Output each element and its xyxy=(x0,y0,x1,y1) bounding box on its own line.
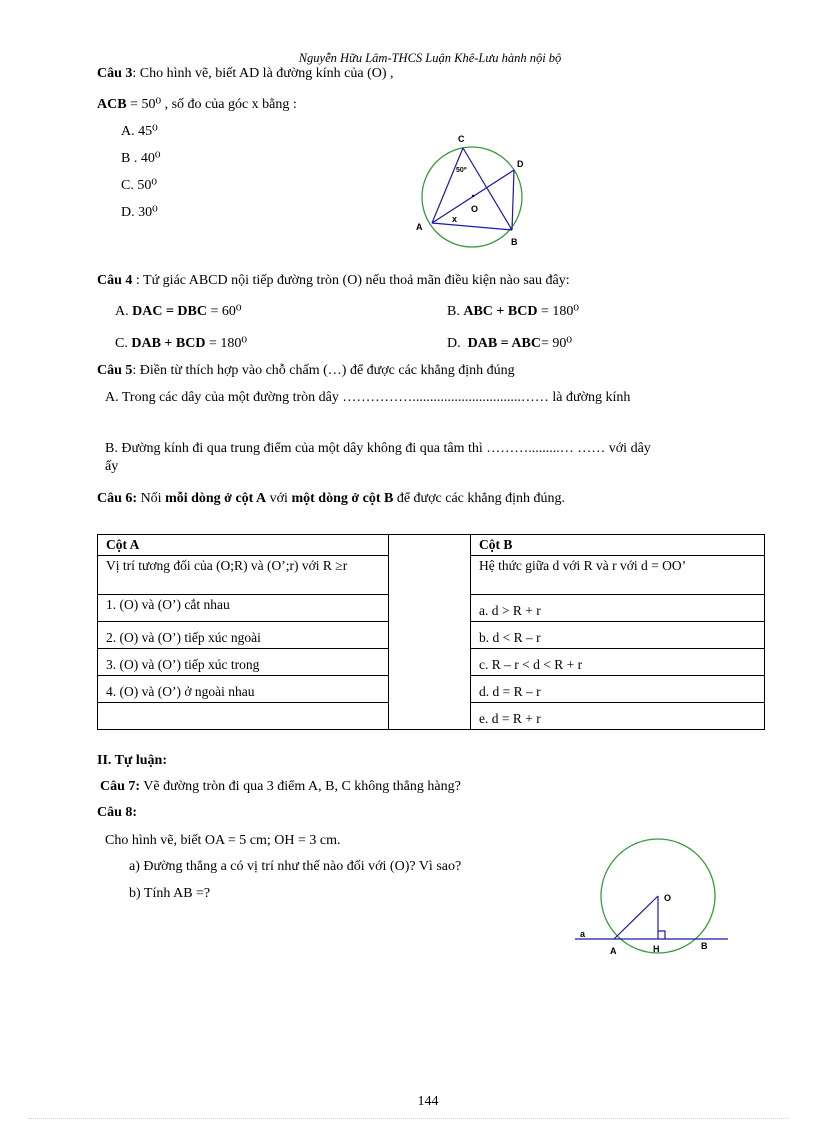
q5-statement-b-line1: B. Đường kính đi qua trung điểm của một dây không đi qua tâm thì ……….........… …… với dây xyxy=(105,441,651,456)
question-5-label: Câu 5 xyxy=(97,363,133,378)
label-50: 50⁰ xyxy=(456,167,467,174)
middle-column xyxy=(389,535,471,730)
label-h: H xyxy=(653,944,660,954)
footer-divider xyxy=(28,1118,788,1119)
q4-option-a: A. DAC = DBC = 60⁰ xyxy=(115,304,242,319)
q5-statement-b-line2: ấy xyxy=(105,459,119,474)
question-5-body: : Điền từ thích hợp vào chỗ chấm (…) để được các khẳng định đúng xyxy=(132,363,515,378)
question-7-text: Câu 7: Vẽ đường tròn đi qua 3 điểm A, B, C không thẳng hàng? xyxy=(100,779,461,794)
q3-option-c: C. 50⁰ xyxy=(121,178,157,193)
question-4-body: : Tứ giác ABCD nội tiếp đường tròn (O) nếu thoả mãn điều kiện nào sau đây: xyxy=(132,273,570,288)
angle-acb: ACB xyxy=(97,97,127,112)
label-d: D xyxy=(517,159,524,169)
q5-statement-a: A. Trong các dây của một đường tròn dây ……………...............................…… là đường kính xyxy=(105,390,631,405)
q4-option-b: B. ABC + BCD = 180⁰ xyxy=(447,304,579,319)
matching-table xyxy=(97,534,765,730)
question-6-label: Câu 6: xyxy=(97,491,138,506)
question-3-text xyxy=(97,66,394,82)
label-o: O xyxy=(471,204,479,214)
cell-a xyxy=(98,703,389,730)
cell-a: Vị trí tương đối của (O;R) và (O’;r) với R ≥r xyxy=(98,556,389,595)
q3-option-a: A. 45⁰ xyxy=(121,124,158,139)
part-2-heading: II. Tự luận: xyxy=(97,753,168,768)
cell-b: b. d < R – r xyxy=(471,622,765,649)
q4-option-d: D. DAB = ABC= 90⁰ xyxy=(447,336,572,351)
cell-a: 3. (O) và (O’) tiếp xúc trong xyxy=(98,649,389,676)
label-a: A xyxy=(610,946,617,956)
cell-b: d. d = R – r xyxy=(471,676,765,703)
label-o: O xyxy=(664,893,672,903)
cell-b: c. R – r < d < R + r xyxy=(471,649,765,676)
label-line-a: a xyxy=(580,929,586,939)
cell-b: Hệ thức giữa d với R và r với d = OO’ xyxy=(471,556,765,595)
q8-part-a: a) Đường thẳng a có vị trí như thế nào đối với (O)? Vì sao? xyxy=(129,859,462,874)
q8-intro: Cho hình vẽ, biết OA = 5 cm; OH = 3 cm. xyxy=(105,833,341,848)
q8-part-b: b) Tính AB =? xyxy=(129,886,211,901)
label-c: C xyxy=(458,134,465,144)
q3-option-b: B . 40⁰ xyxy=(121,151,161,166)
question-3-body: : Cho hình vẽ, biết AD là đường kính của (O) , xyxy=(132,66,394,81)
question-5-text xyxy=(97,363,515,379)
label-x: x xyxy=(452,214,458,224)
label-a: A xyxy=(416,222,423,232)
header-col-a: Cột A xyxy=(98,535,389,556)
cell-b: e. d = R + r xyxy=(471,703,765,730)
label-b: B xyxy=(701,941,708,951)
label-b: B xyxy=(511,237,518,247)
q3-figure xyxy=(400,130,540,260)
question-4-text xyxy=(97,273,570,289)
question-4-label: Câu 4 xyxy=(97,273,133,288)
cell-b: a. d > R + r xyxy=(471,595,765,622)
question-3-angle-rest: = 50⁰ , số đo của góc x bằng : xyxy=(126,97,297,112)
question-7-label: Câu 7: xyxy=(100,779,141,794)
cell-a: 4. (O) và (O’) ở ngoài nhau xyxy=(98,676,389,703)
q4-option-c: C. DAB + BCD = 180⁰ xyxy=(115,336,247,351)
table-header-row xyxy=(98,535,765,556)
page-number: 144 xyxy=(417,1094,439,1109)
header-col-b: Cột B xyxy=(471,535,765,556)
question-6-text: Câu 6: Nối mỗi dòng ở cột A với một dòng ở cột B để được các khẳng định đúng. xyxy=(97,491,565,506)
page-header: Nguyễn Hữu Lâm-THCS Luận Khê-Lưu hành nội bộ xyxy=(298,51,562,65)
cell-a: 2. (O) và (O’) tiếp xúc ngoài xyxy=(98,622,389,649)
question-8-label: Câu 8: xyxy=(97,805,138,820)
q8-figure xyxy=(570,835,740,960)
cell-a: 1. (O) và (O’) cắt nhau xyxy=(98,595,389,622)
q3-option-d: D. 30⁰ xyxy=(121,205,158,220)
question-3-angle-line xyxy=(97,97,297,113)
question-3-label: Câu 3 xyxy=(97,66,133,81)
